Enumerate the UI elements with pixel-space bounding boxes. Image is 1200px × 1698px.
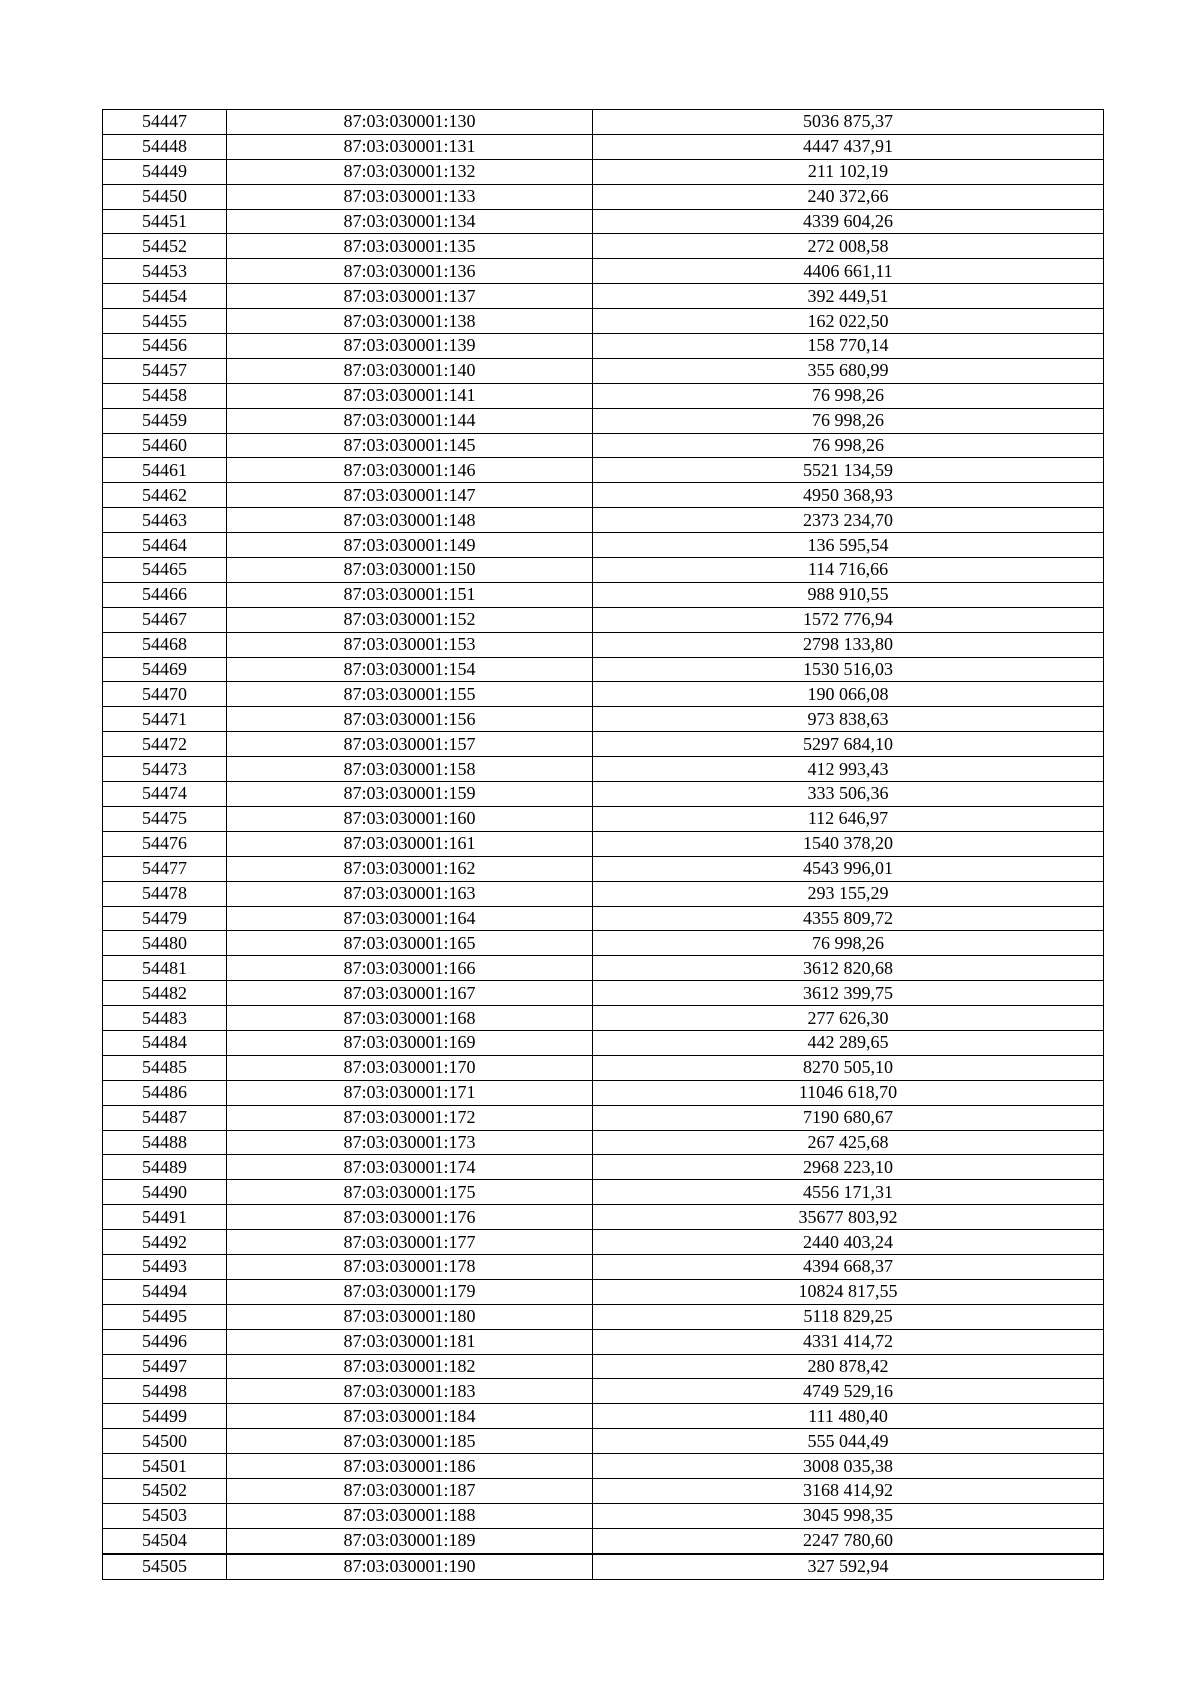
row-number-cell: 54500 [103, 1429, 227, 1454]
cadastral-number-cell: 87:03:030001:141 [227, 383, 593, 408]
table-row [103, 234, 1104, 259]
value-cell: 5036 875,37 [593, 110, 1104, 135]
row-number-cell: 54481 [103, 956, 227, 981]
row-number-cell: 54478 [103, 881, 227, 906]
value-cell: 114 716,66 [593, 558, 1104, 583]
value-cell: 35677 803,92 [593, 1205, 1104, 1230]
table-row [103, 358, 1104, 383]
table-row [103, 309, 1104, 334]
table-row [103, 458, 1104, 483]
row-number-cell: 54482 [103, 981, 227, 1006]
value-cell: 3612 820,68 [593, 956, 1104, 981]
value-cell: 277 626,30 [593, 1006, 1104, 1031]
row-number-cell: 54471 [103, 707, 227, 732]
cadastral-number-cell: 87:03:030001:137 [227, 284, 593, 309]
value-cell: 76 998,26 [593, 931, 1104, 956]
value-cell: 5297 684,10 [593, 732, 1104, 757]
row-number-cell: 54450 [103, 184, 227, 209]
cadastral-number-cell: 87:03:030001:185 [227, 1429, 593, 1454]
row-number-cell: 54463 [103, 508, 227, 533]
table-row [103, 110, 1104, 135]
row-number-cell: 54459 [103, 408, 227, 433]
table-row [103, 433, 1104, 458]
cadastral-number-cell: 87:03:030001:145 [227, 433, 593, 458]
table-row [103, 1279, 1104, 1304]
cadastral-number-cell: 87:03:030001:168 [227, 1006, 593, 1031]
row-number-cell: 54472 [103, 732, 227, 757]
table-row [103, 956, 1104, 981]
value-cell: 355 680,99 [593, 358, 1104, 383]
cadastral-number-cell: 87:03:030001:178 [227, 1254, 593, 1279]
value-cell: 555 044,49 [593, 1429, 1104, 1454]
cadastral-number-cell: 87:03:030001:139 [227, 334, 593, 359]
cadastral-number-cell: 87:03:030001:180 [227, 1304, 593, 1329]
value-cell: 1540 378,20 [593, 831, 1104, 856]
row-number-cell: 54462 [103, 483, 227, 508]
value-cell: 267 425,68 [593, 1130, 1104, 1155]
cadastral-number-cell: 87:03:030001:156 [227, 707, 593, 732]
row-number-cell: 54491 [103, 1205, 227, 1230]
cadastral-number-cell: 87:03:030001:158 [227, 757, 593, 782]
cadastral-number-cell: 87:03:030001:170 [227, 1055, 593, 1080]
cadastral-number-cell: 87:03:030001:176 [227, 1205, 593, 1230]
row-number-cell: 54464 [103, 533, 227, 558]
table-row [103, 1404, 1104, 1429]
row-number-cell: 54476 [103, 831, 227, 856]
table-row [103, 533, 1104, 558]
cadastral-number-cell: 87:03:030001:160 [227, 806, 593, 831]
data-table [102, 109, 1104, 1580]
value-cell: 293 155,29 [593, 881, 1104, 906]
table-row [103, 582, 1104, 607]
table-row [103, 1304, 1104, 1329]
cadastral-number-cell: 87:03:030001:188 [227, 1503, 593, 1528]
value-cell: 11046 618,70 [593, 1080, 1104, 1105]
cadastral-number-cell: 87:03:030001:159 [227, 782, 593, 807]
value-cell: 272 008,58 [593, 234, 1104, 259]
cadastral-number-cell: 87:03:030001:182 [227, 1354, 593, 1379]
row-number-cell: 54454 [103, 284, 227, 309]
row-number-cell: 54460 [103, 433, 227, 458]
table-row [103, 209, 1104, 234]
value-cell: 4339 604,26 [593, 209, 1104, 234]
table-row [103, 184, 1104, 209]
cadastral-number-cell: 87:03:030001:131 [227, 134, 593, 159]
value-cell: 3045 998,35 [593, 1503, 1104, 1528]
row-number-cell: 54453 [103, 259, 227, 284]
row-number-cell: 54447 [103, 110, 227, 135]
row-number-cell: 54485 [103, 1055, 227, 1080]
cadastral-number-cell: 87:03:030001:136 [227, 259, 593, 284]
row-number-cell: 54499 [103, 1404, 227, 1429]
value-cell: 412 993,43 [593, 757, 1104, 782]
value-cell: 162 022,50 [593, 309, 1104, 334]
table-row [103, 682, 1104, 707]
table-row [103, 1478, 1104, 1503]
row-number-cell: 54475 [103, 806, 227, 831]
cadastral-number-cell: 87:03:030001:135 [227, 234, 593, 259]
cadastral-number-cell: 87:03:030001:167 [227, 981, 593, 1006]
cadastral-number-cell: 87:03:030001:150 [227, 558, 593, 583]
table-row [103, 1180, 1104, 1205]
row-number-cell: 54484 [103, 1030, 227, 1055]
value-cell: 1530 516,03 [593, 657, 1104, 682]
cadastral-number-cell: 87:03:030001:134 [227, 209, 593, 234]
cadastral-number-cell: 87:03:030001:130 [227, 110, 593, 135]
cadastral-number-cell: 87:03:030001:165 [227, 931, 593, 956]
cadastral-number-cell: 87:03:030001:155 [227, 682, 593, 707]
row-number-cell: 54503 [103, 1503, 227, 1528]
value-cell: 136 595,54 [593, 533, 1104, 558]
table-row [103, 1528, 1104, 1553]
row-number-cell: 54502 [103, 1478, 227, 1503]
value-cell: 4950 368,93 [593, 483, 1104, 508]
cadastral-number-cell: 87:03:030001:154 [227, 657, 593, 682]
row-number-cell: 54487 [103, 1105, 227, 1130]
row-number-cell: 54479 [103, 906, 227, 931]
table-row [103, 284, 1104, 309]
table-row [103, 707, 1104, 732]
cadastral-number-cell: 87:03:030001:147 [227, 483, 593, 508]
cadastral-number-cell: 87:03:030001:190 [227, 1554, 593, 1579]
value-cell: 3168 414,92 [593, 1478, 1104, 1503]
row-number-cell: 54505 [103, 1554, 227, 1579]
value-cell: 3612 399,75 [593, 981, 1104, 1006]
value-cell: 4394 668,37 [593, 1254, 1104, 1279]
value-cell: 2968 223,10 [593, 1155, 1104, 1180]
table-row [103, 831, 1104, 856]
row-number-cell: 54480 [103, 931, 227, 956]
cadastral-number-cell: 87:03:030001:166 [227, 956, 593, 981]
table-row [103, 1554, 1104, 1579]
cadastral-number-cell: 87:03:030001:164 [227, 906, 593, 931]
value-cell: 190 066,08 [593, 682, 1104, 707]
table-row [103, 1030, 1104, 1055]
table-row [103, 159, 1104, 184]
table-body [103, 110, 1104, 1580]
cadastral-number-cell: 87:03:030001:157 [227, 732, 593, 757]
row-number-cell: 54467 [103, 607, 227, 632]
value-cell: 280 878,42 [593, 1354, 1104, 1379]
value-cell: 392 449,51 [593, 284, 1104, 309]
table-row [103, 1205, 1104, 1230]
value-cell: 2440 403,24 [593, 1230, 1104, 1255]
table-row [103, 558, 1104, 583]
value-cell: 10824 817,55 [593, 1279, 1104, 1304]
row-number-cell: 54469 [103, 657, 227, 682]
row-number-cell: 54493 [103, 1254, 227, 1279]
row-number-cell: 54488 [103, 1130, 227, 1155]
row-number-cell: 54466 [103, 582, 227, 607]
row-number-cell: 54494 [103, 1279, 227, 1304]
cadastral-number-cell: 87:03:030001:138 [227, 309, 593, 334]
row-number-cell: 54457 [103, 358, 227, 383]
row-number-cell: 54498 [103, 1379, 227, 1404]
value-cell: 333 506,36 [593, 782, 1104, 807]
cadastral-number-cell: 87:03:030001:171 [227, 1080, 593, 1105]
value-cell: 2798 133,80 [593, 632, 1104, 657]
table-row [103, 856, 1104, 881]
row-number-cell: 54465 [103, 558, 227, 583]
row-number-cell: 54486 [103, 1080, 227, 1105]
value-cell: 5118 829,25 [593, 1304, 1104, 1329]
cadastral-number-cell: 87:03:030001:181 [227, 1329, 593, 1354]
value-cell: 112 646,97 [593, 806, 1104, 831]
value-cell: 327 592,94 [593, 1554, 1104, 1579]
table-row [103, 1006, 1104, 1031]
table-row [103, 632, 1104, 657]
table-row [103, 334, 1104, 359]
value-cell: 4556 171,31 [593, 1180, 1104, 1205]
value-cell: 111 480,40 [593, 1404, 1104, 1429]
table-row [103, 782, 1104, 807]
cadastral-number-cell: 87:03:030001:175 [227, 1180, 593, 1205]
table-row [103, 1230, 1104, 1255]
row-number-cell: 54455 [103, 309, 227, 334]
table-row [103, 906, 1104, 931]
row-number-cell: 54461 [103, 458, 227, 483]
row-number-cell: 54490 [103, 1180, 227, 1205]
value-cell: 973 838,63 [593, 707, 1104, 732]
table-row [103, 757, 1104, 782]
cadastral-number-cell: 87:03:030001:153 [227, 632, 593, 657]
value-cell: 4749 529,16 [593, 1379, 1104, 1404]
table-row [103, 1379, 1104, 1404]
table-row [103, 1429, 1104, 1454]
value-cell: 240 372,66 [593, 184, 1104, 209]
value-cell: 1572 776,94 [593, 607, 1104, 632]
row-number-cell: 54452 [103, 234, 227, 259]
table-row [103, 1055, 1104, 1080]
table-row [103, 508, 1104, 533]
value-cell: 76 998,26 [593, 408, 1104, 433]
cadastral-number-cell: 87:03:030001:148 [227, 508, 593, 533]
cadastral-number-cell: 87:03:030001:140 [227, 358, 593, 383]
value-cell: 4447 437,91 [593, 134, 1104, 159]
table-row [103, 732, 1104, 757]
cadastral-number-cell: 87:03:030001:149 [227, 533, 593, 558]
cadastral-number-cell: 87:03:030001:144 [227, 408, 593, 433]
cadastral-number-cell: 87:03:030001:146 [227, 458, 593, 483]
row-number-cell: 54489 [103, 1155, 227, 1180]
row-number-cell: 54448 [103, 134, 227, 159]
cadastral-number-cell: 87:03:030001:172 [227, 1105, 593, 1130]
table-row [103, 657, 1104, 682]
row-number-cell: 54483 [103, 1006, 227, 1031]
table-row [103, 483, 1104, 508]
table-row [103, 1354, 1104, 1379]
cadastral-number-cell: 87:03:030001:183 [227, 1379, 593, 1404]
value-cell: 7190 680,67 [593, 1105, 1104, 1130]
cadastral-number-cell: 87:03:030001:162 [227, 856, 593, 881]
table-row [103, 881, 1104, 906]
value-cell: 5521 134,59 [593, 458, 1104, 483]
value-cell: 4355 809,72 [593, 906, 1104, 931]
cadastral-number-cell: 87:03:030001:177 [227, 1230, 593, 1255]
cadastral-number-cell: 87:03:030001:184 [227, 1404, 593, 1429]
table-row [103, 806, 1104, 831]
row-number-cell: 54492 [103, 1230, 227, 1255]
row-number-cell: 54456 [103, 334, 227, 359]
cadastral-number-cell: 87:03:030001:173 [227, 1130, 593, 1155]
value-cell: 76 998,26 [593, 433, 1104, 458]
value-cell: 2247 780,60 [593, 1528, 1104, 1553]
row-number-cell: 54474 [103, 782, 227, 807]
value-cell: 158 770,14 [593, 334, 1104, 359]
table-row [103, 1329, 1104, 1354]
row-number-cell: 54458 [103, 383, 227, 408]
value-cell: 211 102,19 [593, 159, 1104, 184]
value-cell: 4331 414,72 [593, 1329, 1104, 1354]
cadastral-number-cell: 87:03:030001:169 [227, 1030, 593, 1055]
table-row [103, 1254, 1104, 1279]
row-number-cell: 54468 [103, 632, 227, 657]
row-number-cell: 54451 [103, 209, 227, 234]
value-cell: 4406 661,11 [593, 259, 1104, 284]
table-row [103, 1080, 1104, 1105]
cadastral-number-cell: 87:03:030001:163 [227, 881, 593, 906]
row-number-cell: 54495 [103, 1304, 227, 1329]
cadastral-number-cell: 87:03:030001:152 [227, 607, 593, 632]
row-number-cell: 54504 [103, 1528, 227, 1553]
table-row [103, 1155, 1104, 1180]
value-cell: 76 998,26 [593, 383, 1104, 408]
cadastral-number-cell: 87:03:030001:186 [227, 1454, 593, 1479]
cadastral-number-cell: 87:03:030001:151 [227, 582, 593, 607]
value-cell: 442 289,65 [593, 1030, 1104, 1055]
table-row [103, 931, 1104, 956]
value-cell: 8270 505,10 [593, 1055, 1104, 1080]
table-row [103, 383, 1104, 408]
row-number-cell: 54497 [103, 1354, 227, 1379]
row-number-cell: 54496 [103, 1329, 227, 1354]
value-cell: 988 910,55 [593, 582, 1104, 607]
row-number-cell: 54501 [103, 1454, 227, 1479]
row-number-cell: 54473 [103, 757, 227, 782]
table-row [103, 259, 1104, 284]
table-row [103, 1130, 1104, 1155]
table-row [103, 1503, 1104, 1528]
cadastral-number-cell: 87:03:030001:133 [227, 184, 593, 209]
value-cell: 4543 996,01 [593, 856, 1104, 881]
table-row [103, 408, 1104, 433]
table-row [103, 1105, 1104, 1130]
cadastral-number-cell: 87:03:030001:187 [227, 1478, 593, 1503]
row-number-cell: 54477 [103, 856, 227, 881]
cadastral-number-cell: 87:03:030001:179 [227, 1279, 593, 1304]
table-row [103, 981, 1104, 1006]
cadastral-number-cell: 87:03:030001:174 [227, 1155, 593, 1180]
value-cell: 3008 035,38 [593, 1454, 1104, 1479]
cadastral-number-cell: 87:03:030001:132 [227, 159, 593, 184]
table-row [103, 607, 1104, 632]
table-row [103, 1454, 1104, 1479]
row-number-cell: 54449 [103, 159, 227, 184]
value-cell: 2373 234,70 [593, 508, 1104, 533]
cadastral-number-cell: 87:03:030001:189 [227, 1528, 593, 1553]
cadastral-number-cell: 87:03:030001:161 [227, 831, 593, 856]
table-row [103, 134, 1104, 159]
row-number-cell: 54470 [103, 682, 227, 707]
